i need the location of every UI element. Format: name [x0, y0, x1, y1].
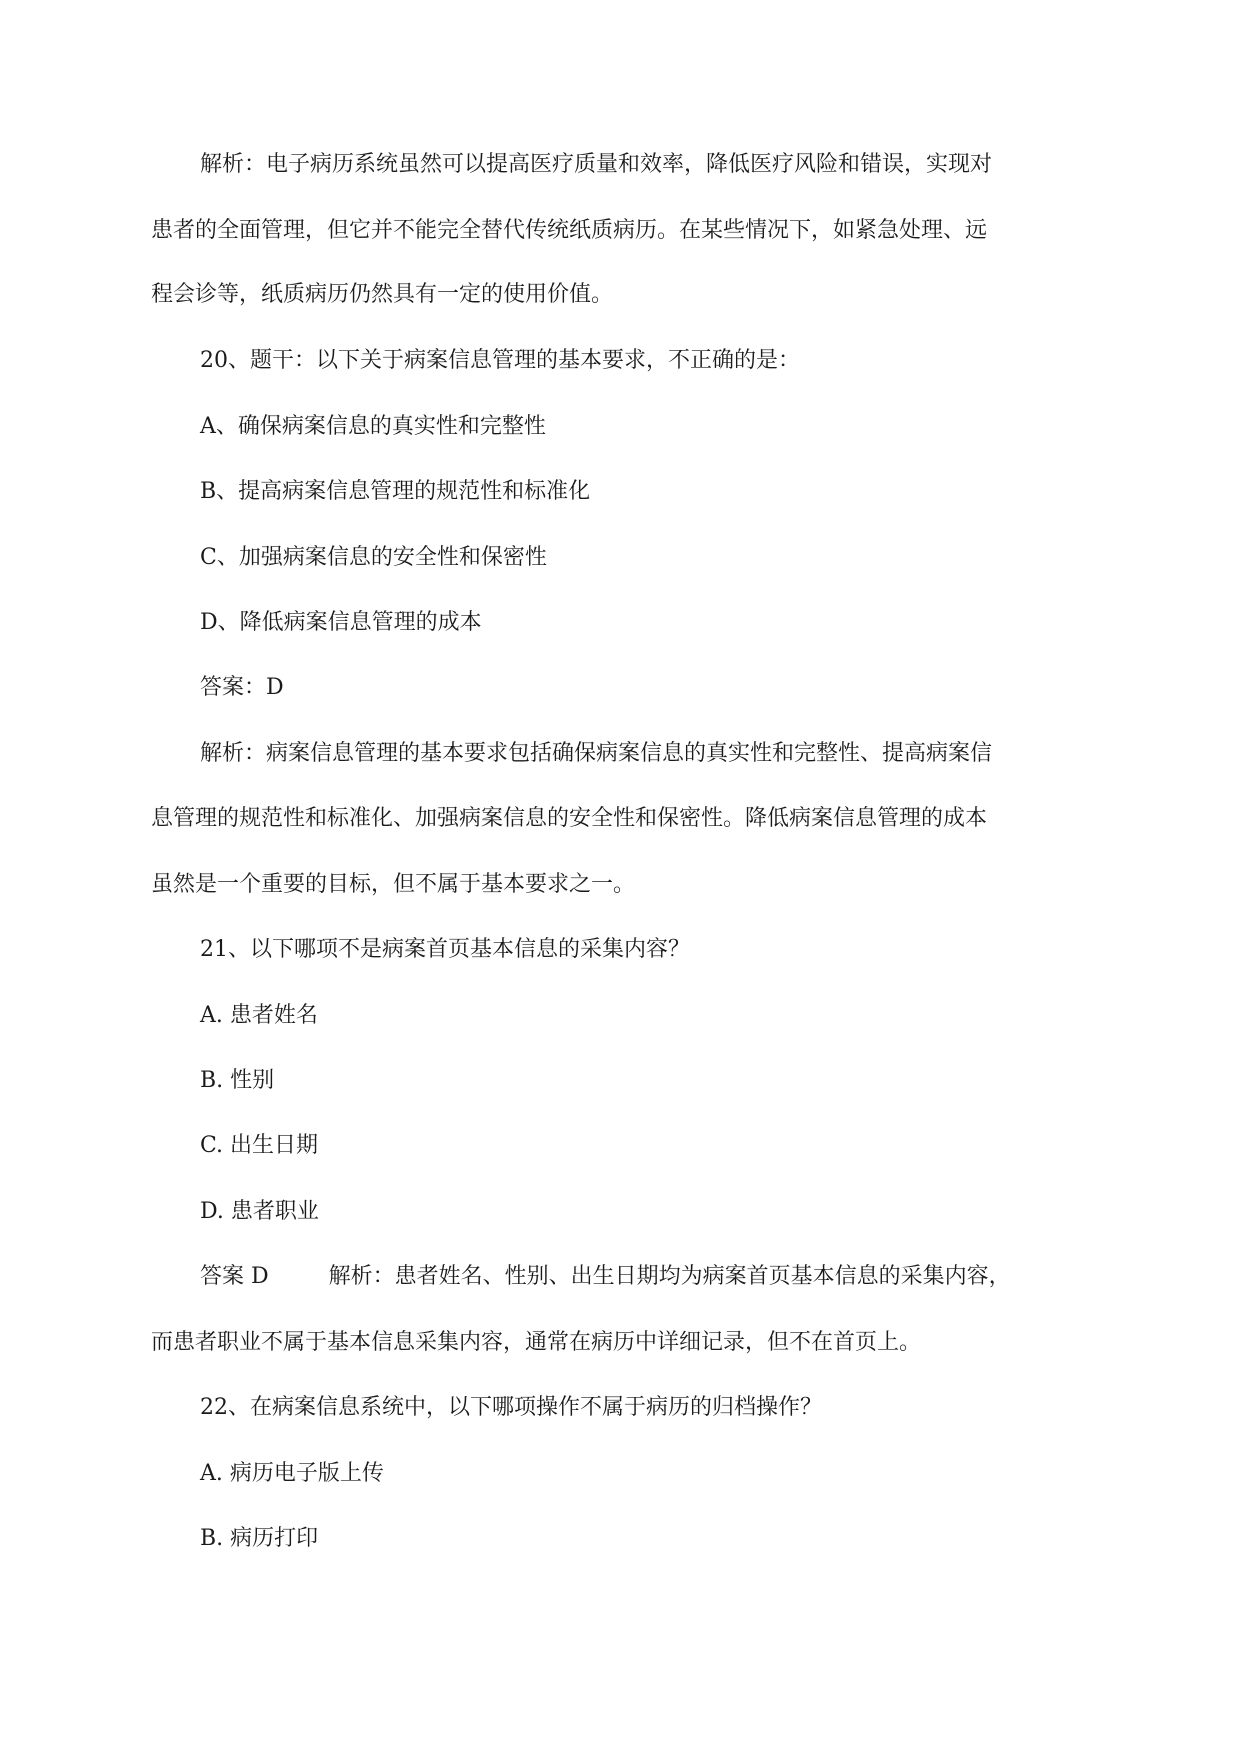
analysis-line: 程会诊等，纸质病历仍然具有一定的使用价值。: [151, 282, 614, 307]
analysis-line: 虽然是一个重要的目标，但不属于基本要求之一。: [151, 872, 636, 897]
option-a: A. 病历电子版上传: [200, 1461, 384, 1486]
option-d: D、降低病案信息管理的成本: [200, 610, 482, 635]
analysis-line: 解析：病案信息管理的基本要求包括确保病案信息的真实性和完整性、提高病案信: [200, 741, 993, 766]
analysis-line: 而患者职业不属于基本信息采集内容，通常在病历中详细记录，但不在首页上。: [151, 1330, 922, 1355]
option-a: A、确保病案信息的真实性和完整性: [200, 414, 546, 439]
answer: 答案 D: [200, 1264, 269, 1289]
answer: 答案：D: [200, 675, 284, 700]
option-b: B. 性别: [200, 1068, 275, 1093]
analysis-line: 解析：患者姓名、性别、出生日期均为病案首页基本信息的采集内容，: [328, 1264, 1011, 1289]
analysis-line: 息管理的规范性和标准化、加强病案信息的安全性和保密性。降低病案信息管理的成本: [151, 806, 988, 831]
option-c: C、加强病案信息的安全性和保密性: [200, 545, 547, 570]
option-b: B. 病历打印: [200, 1526, 319, 1551]
analysis-line: 解析：电子病历系统虽然可以提高医疗质量和效率，降低医疗风险和错误，实现对: [200, 152, 993, 177]
answer-and-analysis: [200, 1262, 1011, 1292]
option-a: A. 患者姓名: [200, 1003, 318, 1028]
question-stem: 20、题干：以下关于病案信息管理的基本要求，不正确的是：: [200, 348, 800, 373]
analysis-line: 患者的全面管理，但它并不能完全替代传统纸质病历。在某些情况下，如紧急处理、远: [151, 218, 988, 243]
option-b: B、提高病案信息管理的规范性和标准化: [200, 479, 591, 504]
option-c: C. 出生日期: [200, 1133, 319, 1158]
option-d: D. 患者职业: [200, 1199, 319, 1224]
question-stem: 22、在病案信息系统中，以下哪项操作不属于病历的归档操作？: [200, 1395, 822, 1420]
question-stem: 21、以下哪项不是病案首页基本信息的采集内容？: [200, 937, 690, 962]
